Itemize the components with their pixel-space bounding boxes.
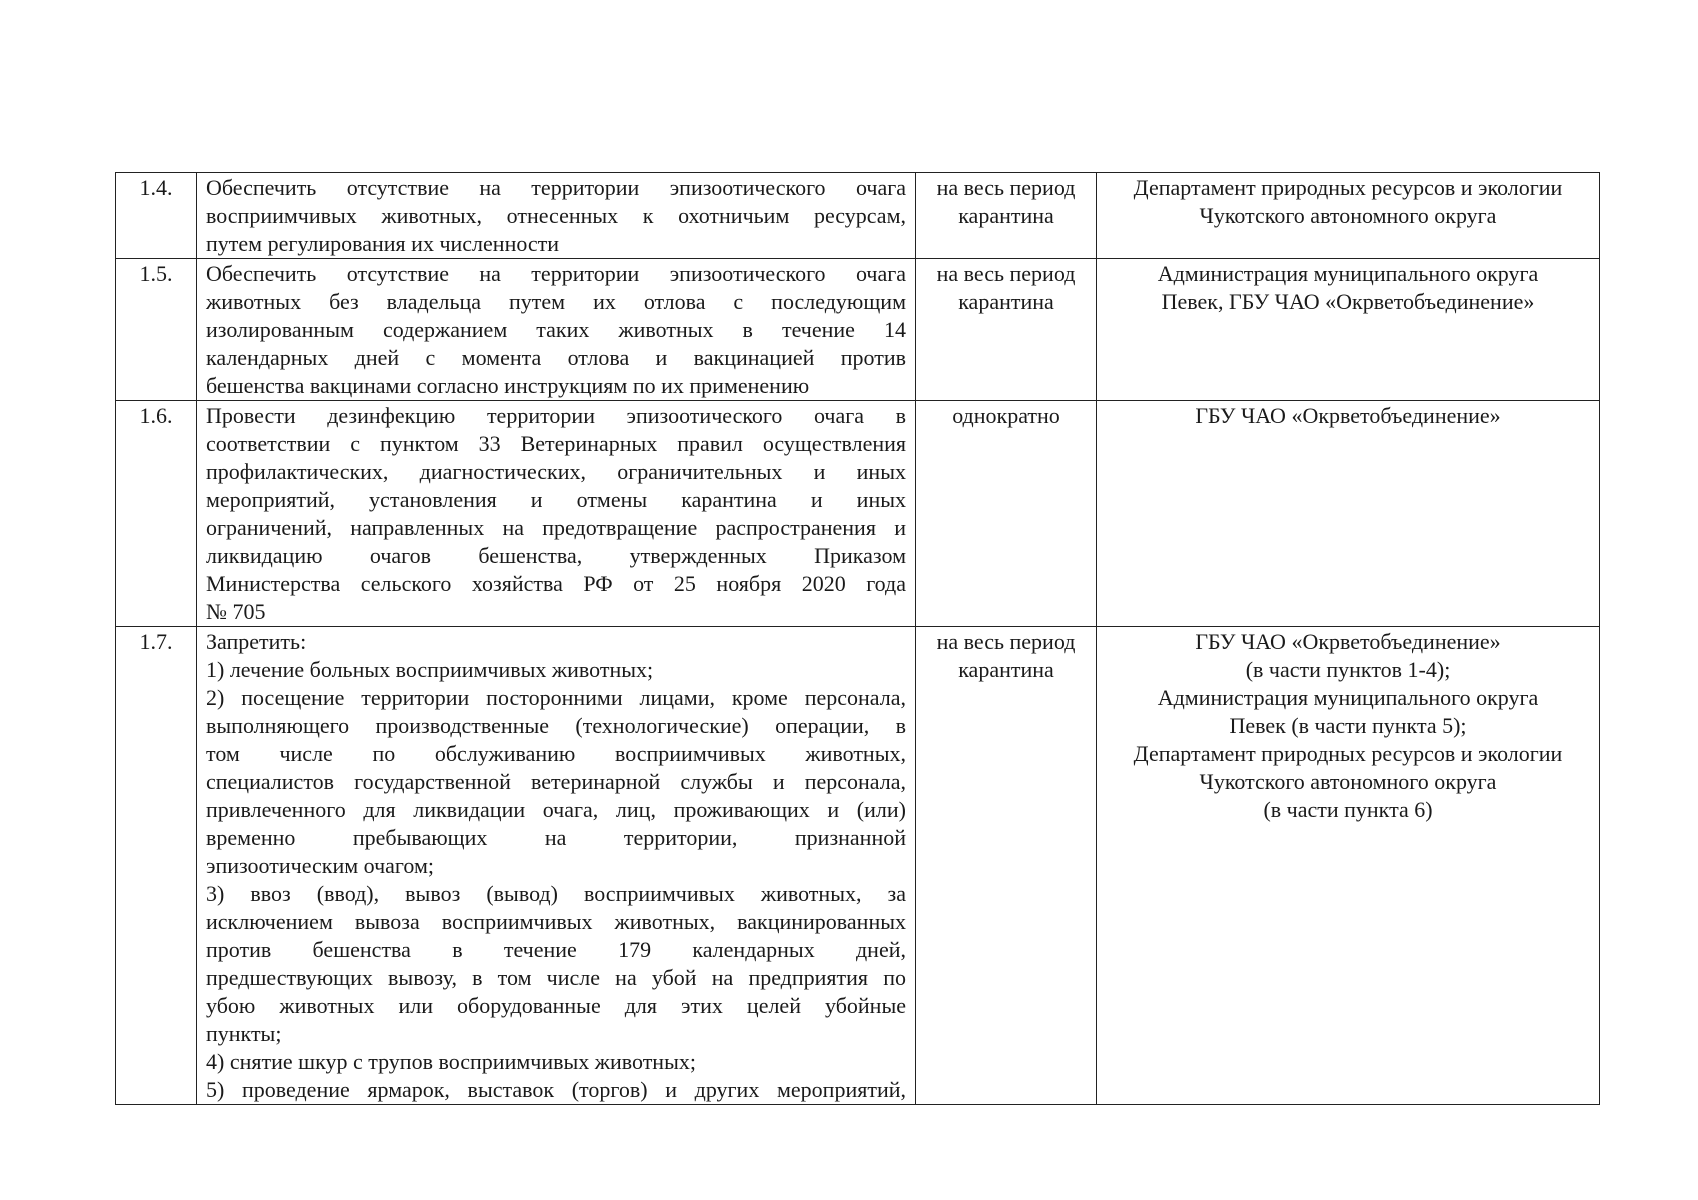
action-text-line: Министерства сельского хозяйства РФ от 25 ноября 2020 года (206, 571, 906, 596)
action-text-line: ограничений, направленных на предотвращение распространения и (206, 515, 906, 540)
responsible-text-line: Департамент природных ресурсов и экологии (1133, 741, 1563, 766)
action-text-line: № 705 (206, 599, 266, 624)
action-text-line: Запретить: (206, 629, 307, 654)
table-row (116, 173, 1600, 259)
action-cell (197, 401, 916, 627)
term-text-line: на весь период (936, 261, 1076, 286)
table-row (116, 401, 1600, 627)
row-number: 1.5. (139, 261, 173, 286)
action-text-line: 5) проведение ярмарок, выставок (торгов) и других мероприятий, (206, 1077, 906, 1102)
action-text-line: 3) ввоз (ввод), вывоз (вывод) восприимчивых животных, за (206, 881, 906, 906)
responsible-text-line: Певек, ГБУ ЧАО «Окрветобъединение» (1161, 289, 1535, 314)
action-text-line: календарных дней с момента отлова и вакцинацией против (206, 345, 906, 370)
action-text-line: Провести дезинфекцию территории эпизоотического очага в (206, 403, 906, 428)
responsible-text-line: Чукотского автономного округа (1199, 203, 1497, 228)
action-text-line: Обеспечить отсутствие на территории эпизоотического очага (206, 175, 906, 200)
responsible-cell (1097, 401, 1600, 627)
responsible-cell (1097, 259, 1600, 401)
action-text-line: предшествующих вывозу, в том числе на убой на предприятия по (206, 965, 906, 990)
action-text-line: против бешенства в течение 179 календарных дней, (206, 937, 906, 962)
action-text-line: привлеченного для ликвидации очага, лиц, проживающих и (или) (206, 797, 906, 822)
action-text-line: профилактических, диагностических, ограничительных и иных (206, 459, 906, 484)
action-text-line: животных без владельца путем их отлова с последующим (206, 289, 906, 314)
row-number-cell (116, 627, 197, 1105)
action-text-line: изолированным содержанием таких животных в течение 14 (206, 317, 906, 342)
action-text-line: убою животных или оборудованные для этих целей убойные (206, 993, 906, 1018)
responsible-text-line: (в части пункта 6) (1263, 797, 1433, 822)
action-text-line: восприимчивых животных, отнесенных к охотничьим ресурсам, (206, 203, 906, 228)
term-cell (916, 401, 1097, 627)
action-cell (197, 627, 916, 1105)
row-number-cell (116, 173, 197, 259)
responsible-text-line: ГБУ ЧАО «Окрветобъединение» (1195, 403, 1501, 428)
row-number-cell (116, 259, 197, 401)
term-cell (916, 173, 1097, 259)
action-text-line: соответствии с пунктом 33 Ветеринарных правил осуществления (206, 431, 906, 456)
action-text-line: специалистов государственной ветеринарной службы и персонала, (206, 769, 906, 794)
action-text-line: путем регулирования их численности (206, 231, 560, 256)
responsible-cell (1097, 627, 1600, 1105)
action-cell (197, 259, 916, 401)
action-text-line: выполняющего производственные (технологические) операции, в (206, 713, 906, 738)
action-text-line: временно пребывающих на территории, признанной (206, 825, 906, 850)
term-text-line: на весь период (936, 175, 1076, 200)
term-text-line: карантина (958, 289, 1054, 314)
action-text-line: мероприятий, установления и отмены карантина и иных (206, 487, 906, 512)
term-cell (916, 259, 1097, 401)
table-row (116, 627, 1600, 1105)
action-text-line: пункты; (206, 1021, 282, 1046)
action-text-line: исключением вывоза восприимчивых животных, вакцинированных (206, 909, 906, 934)
row-number: 1.6. (139, 403, 173, 428)
term-text-line: карантина (958, 203, 1054, 228)
row-number-cell (116, 401, 197, 627)
term-text-line: однократно (952, 403, 1060, 428)
action-cell (197, 173, 916, 259)
responsible-text-line: Певек (в части пункта 5); (1229, 713, 1467, 738)
term-text-line: на весь период (936, 629, 1076, 654)
row-number: 1.7. (139, 629, 173, 654)
action-text-line: 1) лечение больных восприимчивых животных; (206, 657, 654, 682)
table-row (116, 259, 1600, 401)
action-text-line: Обеспечить отсутствие на территории эпизоотического очага (206, 261, 906, 286)
action-text-line: ликвидацию очагов бешенства, утвержденных Приказом (206, 543, 906, 568)
measures-table (115, 172, 1600, 1105)
responsible-text-line: Чукотского автономного округа (1199, 769, 1497, 794)
responsible-text-line: ГБУ ЧАО «Окрветобъединение» (1195, 629, 1501, 654)
responsible-text-line: Администрация муниципального округа (1157, 685, 1539, 710)
term-cell (916, 627, 1097, 1105)
responsible-text-line: (в части пунктов 1-4); (1245, 657, 1451, 682)
action-text-line: бешенства вакцинами согласно инструкциям по их применению (206, 373, 810, 398)
responsible-text-line: Департамент природных ресурсов и экологии (1133, 175, 1563, 200)
term-text-line: карантина (958, 657, 1054, 682)
row-number: 1.4. (139, 175, 173, 200)
responsible-cell (1097, 173, 1600, 259)
table-body (116, 173, 1600, 1105)
action-text-line: 2) посещение территории посторонними лицами, кроме персонала, (206, 685, 906, 710)
responsible-text-line: Администрация муниципального округа (1157, 261, 1539, 286)
action-text-line: том числе по обслуживанию восприимчивых животных, (206, 741, 906, 766)
action-text-line: эпизоотическим очагом; (206, 853, 435, 878)
action-text-line: 4) снятие шкур с трупов восприимчивых животных; (206, 1049, 696, 1074)
